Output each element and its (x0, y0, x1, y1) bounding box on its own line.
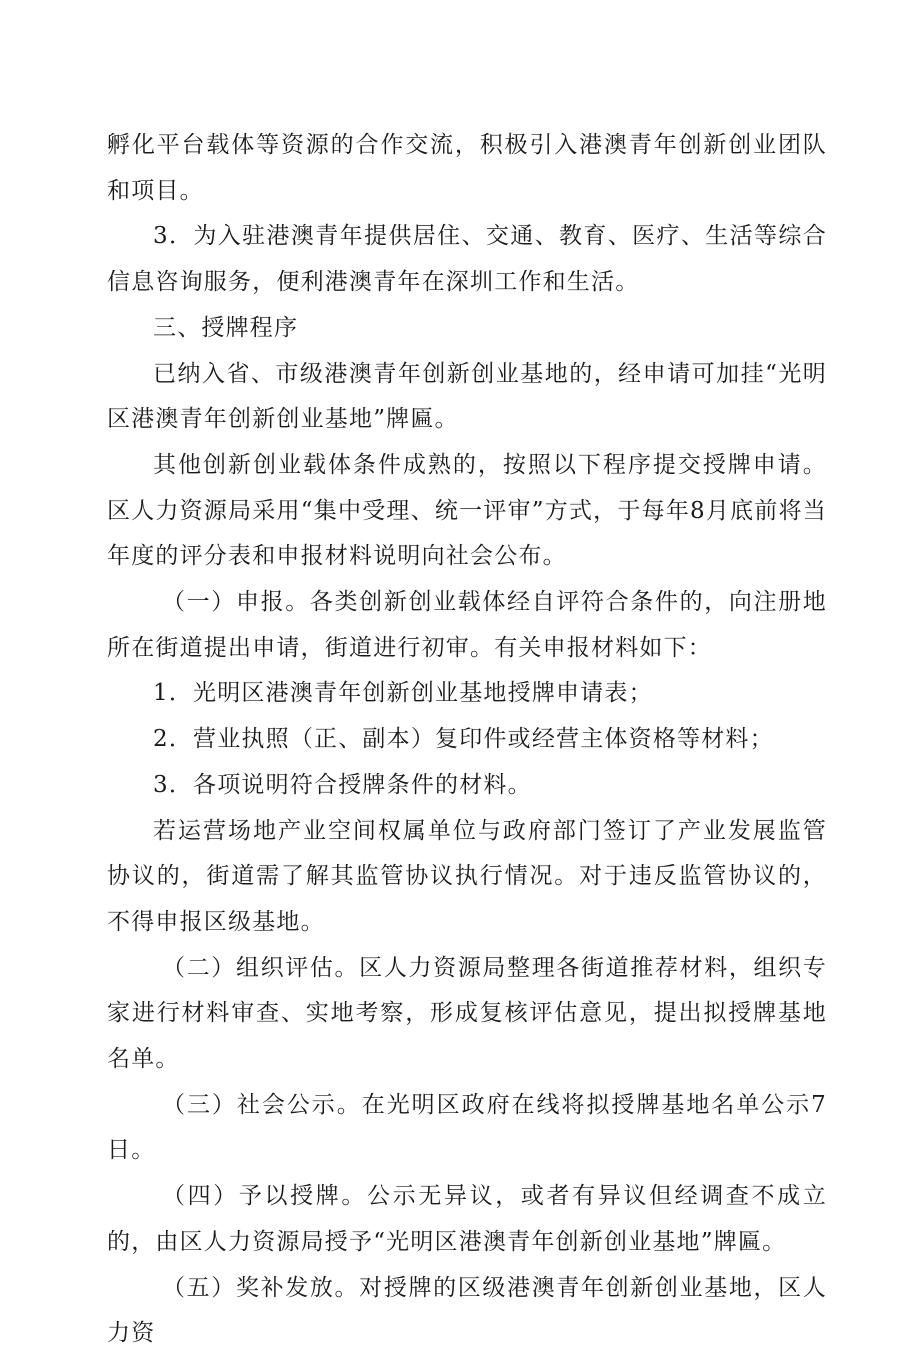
paragraph-step-2-evaluation: （二）组织评估。区人力资源局整理各街道推荐材料，组织专家进行材料审查、实地考察，形成复核评估意见，提出拟授牌基地名单。 (107, 954, 827, 1073)
paragraph-supervision-agreement: 若运营场地产业空间权属单位与政府部门签订了产业发展监管协议的，街道需了解其监管协议执行情况。对于违反监管协议的，不得申报区级基地。 (107, 817, 827, 935)
paragraph-step-3-publicity: （三）社会公示。在光明区政府在线将拟授牌基地名单公示7日。 (107, 1091, 827, 1164)
paragraph-item-3-service: 3．为入驻港澳青年提供居住、交通、教育、医疗、生活等综合信息咨询服务，便利港澳青年在深圳工作和生活。 (107, 223, 827, 296)
paragraph-step-4-award: （四）予以授牌。公示无异议，或者有异议但经调查不成立的，由区人力资源局授予“光明区港澳青年创新创业基地”牌匾。 (107, 1183, 827, 1255)
paragraph-continuation: 孵化平台载体等资源的合作交流，积极引入港澳青年创新创业团队和项目。 (107, 132, 827, 204)
section-heading-authorization-procedure: 三、授牌程序 (153, 314, 299, 341)
list-item-material-2: 2．营业执照（正、副本）复印件或经营主体资格等材料； (153, 726, 774, 753)
paragraph-provincial-base: 已纳入省、市级港澳青年创新创业基地的，经申请可加挂“光明区港澳青年创新创业基地”牌匾。 (107, 360, 827, 433)
list-item-material-3: 3．各项说明符合授牌条件的材料。 (153, 771, 532, 798)
paragraph-step-5-subsidy: （五）奖补发放。对授牌的区级港澳青年创新创业基地，区人力资 (107, 1274, 827, 1347)
list-item-material-1: 1．光明区港澳青年创新创业基地授牌申请表； (153, 680, 653, 707)
paragraph-other-carriers: 其他创新创业载体条件成熟的，按照以下程序提交授牌申请。区人力资源局采用“集中受理、统一评审”方式，于每年8月底前将当年度的评分表和申报材料说明向社会公布。 (107, 451, 827, 570)
paragraph-step-1-apply: （一）申报。各类创新创业载体经自评符合条件的，向注册地所在街道提出申请，街道进行初审。有关申报材料如下： (107, 589, 827, 661)
document-body (107, 123, 827, 1357)
